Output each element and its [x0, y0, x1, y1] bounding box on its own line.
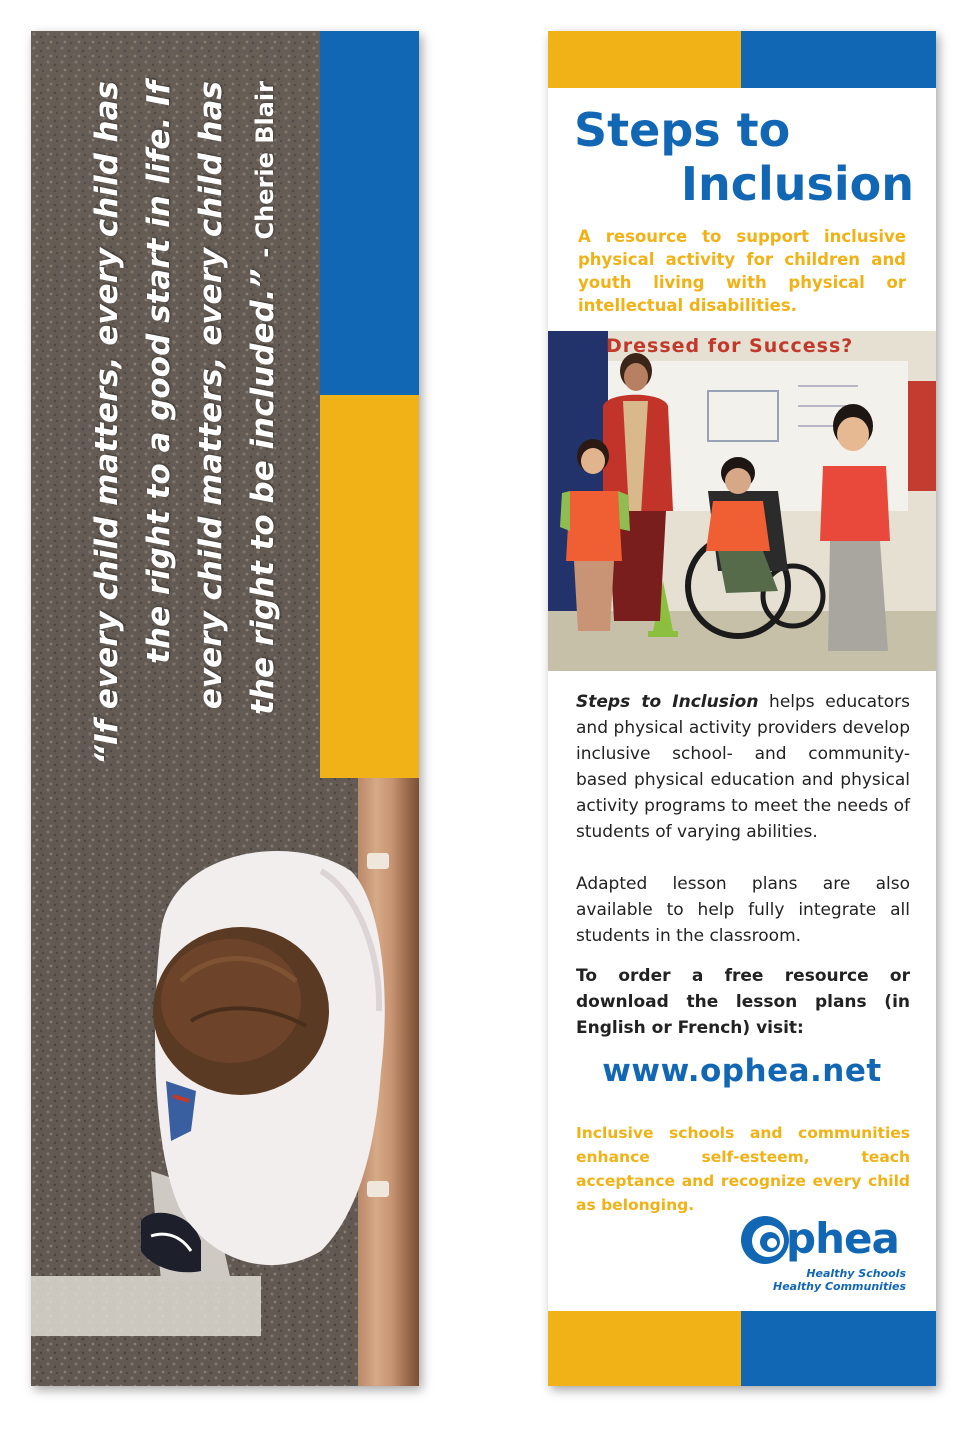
call-to-action: To order a free resource or download the lesson plans (in English or French) visit:	[576, 966, 910, 1038]
ophea-swirl-icon	[738, 1213, 792, 1267]
quote-body: “If every child matters, every child has the right to a good start in life. If every child matters, every child has the right to be included.”	[89, 81, 281, 765]
title-line-1: Steps to	[574, 103, 791, 157]
blue-color-bar	[320, 31, 419, 395]
title-line-2: Inclusion	[680, 157, 914, 211]
paragraph-2: Adapted lesson plans are also available to help fully integrate all students in the classroom.	[576, 874, 910, 946]
paragraph-1-rest: helps educators and physical activity providers develop inclusive school- and community-based physical education and physical activity programs to meet the needs of students of varying abilities.	[576, 692, 910, 842]
page-title	[574, 103, 914, 211]
logo-subtitle-line-1: Healthy Schools	[806, 1267, 906, 1280]
body-text	[576, 689, 910, 975]
photo-sign-text: Dressed for Success?	[606, 335, 854, 357]
logo-subtitle	[773, 1267, 906, 1293]
website-link[interactable]: www.ophea.net	[602, 1053, 882, 1089]
yellow-color-bar-bottom	[548, 1311, 741, 1386]
boy-from-above-image	[81, 811, 401, 1311]
quote-author: - Cherie Blair	[251, 81, 279, 258]
subtitle: A resource to support inclusive physical activity for children and youth living with physical or intellectual disabilities.	[578, 227, 906, 315]
ophea-logo	[738, 1211, 918, 1301]
logo-subtitle-line-2: Healthy Communities	[773, 1280, 906, 1293]
yellow-color-bar	[320, 395, 419, 778]
right-bookmark	[548, 31, 936, 1386]
classroom-photo-illustration	[548, 331, 936, 671]
quote-text	[81, 81, 321, 771]
blue-color-bar-top	[741, 31, 936, 88]
paragraph-1	[576, 689, 910, 845]
blue-color-bar-bottom	[741, 1311, 936, 1386]
left-bookmark	[31, 31, 419, 1386]
classroom-photo	[548, 331, 936, 671]
yellow-color-bar-top	[548, 31, 741, 88]
paragraph-1-emphasis: Steps to Inclusion	[576, 692, 759, 712]
tagline: Inclusive schools and communities enhance self-esteem, teach acceptance and recognize every child as belonging.	[576, 1124, 910, 1214]
logo-wordmark: phea	[786, 1214, 899, 1263]
